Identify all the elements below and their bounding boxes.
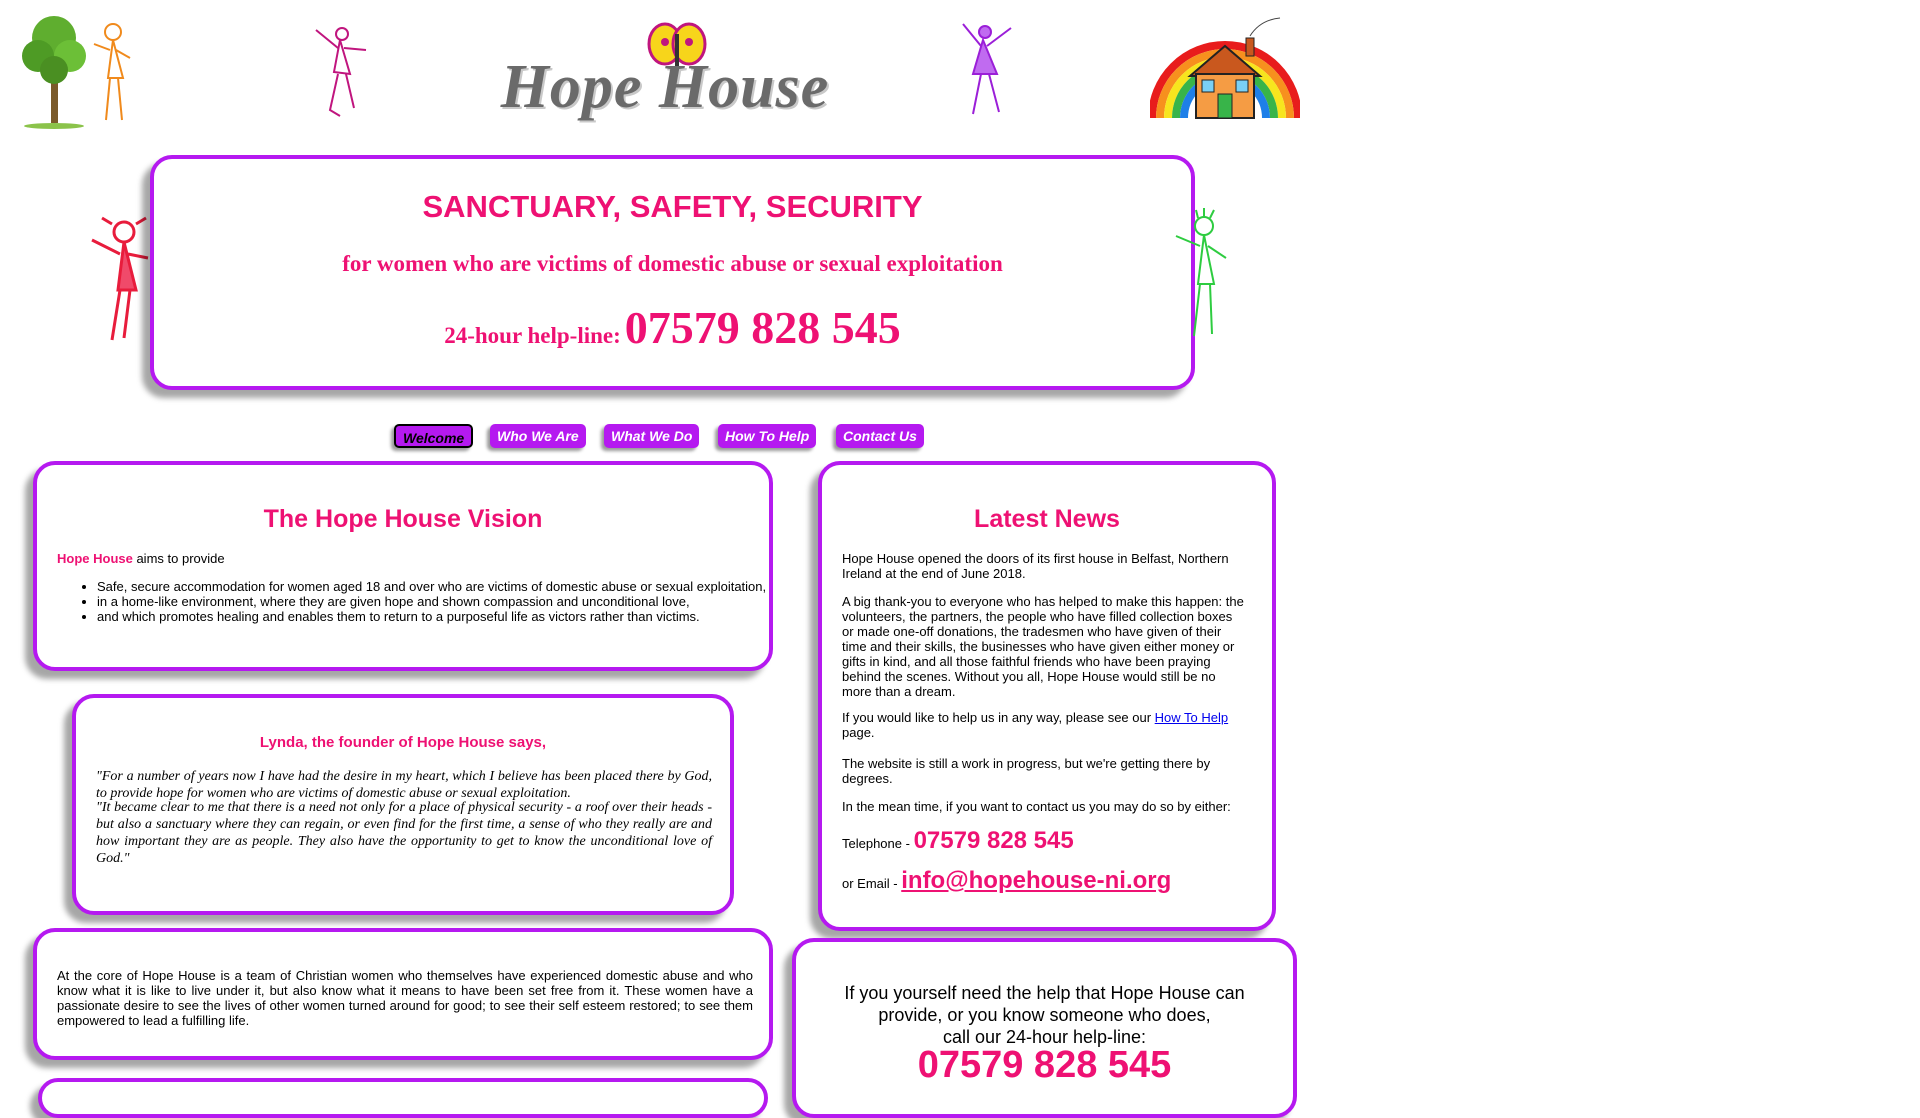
vision-bullet: • Safe, secure accommodation for women aged 18 and over who are victims of domestic abuse or sexual exploitation, (97, 579, 767, 594)
core-box (33, 928, 773, 1060)
founder-title: Lynda, the founder of Hope House says, (259, 734, 547, 751)
vision-lead-name: Hope House (57, 551, 133, 566)
news-p3-pre: If you would like to help us in any way, please see our (842, 710, 1155, 725)
girl-ponytail-icon (88, 210, 152, 345)
email-link[interactable]: info@hopehouse-ni.org (901, 867, 1172, 894)
banner-box (150, 155, 1195, 390)
founder-quote-1: "For a number of years now I have had the desire in my heart, which I believe has been placed there by God, to provide hope for women who are victims of domestic abuse or sexual exploitation. (96, 769, 712, 801)
helpline-number[interactable]: 07579 828 545 (624, 302, 901, 353)
help-line-1: If you yourself need the help that Hope House can (844, 983, 1245, 1003)
hope-house-logo[interactable] (500, 14, 830, 126)
vision-box (33, 461, 773, 671)
news-p3 (842, 710, 1247, 740)
core-text: At the core of Hope House is a team of Christian women who themselves have experienced domestic abuse and who know what it is like to live under it, but also know what it means to have been set free from it. These women have a passionate desire to see the lives of other women turned around for good; to see their self esteem restored; to see them empowered to lead a fulfilling life. (57, 968, 753, 1028)
vision-title: The Hope House Vision (263, 505, 543, 533)
nav-welcome[interactable]: Welcome (394, 424, 473, 448)
help-text (796, 982, 1293, 1048)
help-box (792, 938, 1297, 1118)
founder-quote-2: "It became clear to me that there is a need not only for a place of physical security - a roof over their heads - but also a sanctuary where they can regain, or even find for the first time, a sense of who they really are and how important they are as people. They also have the opportunity to get to know the unconditional love of God." (96, 800, 712, 866)
dancing-girl-purple-icon (955, 20, 1015, 120)
nav-contact-us[interactable]: Contact Us (836, 424, 924, 448)
vision-lead-text: aims to provide (132, 551, 225, 566)
vision-bullet: • in a home-like environment, where they are given hope and shown compassion and unconditional love, (97, 594, 767, 609)
help-number[interactable]: 07579 828 545 (917, 1044, 1172, 1086)
news-p4: The website is still a work in progress, but we're getting there by degrees. (842, 756, 1211, 786)
news-p1: Hope House opened the doors of its first house in Belfast, Northern Ireland at the end of June 2018. (842, 551, 1229, 581)
nav-how-to-help[interactable]: How To Help (718, 424, 816, 448)
how-to-help-link[interactable]: How To Help (1154, 710, 1229, 725)
news-p2: A big thank-you to everyone who has helped to make this happen: the volunteers, the partners, the people who have filled collection boxes or made one-off donations, the tradesmen who have given of their time and their skills, the businesses who have given either money or gifts in kind, and all those faithful friends who have been praying behind the scenes. Without you all, Hope House would still be no more than a dream. (842, 594, 1244, 699)
nav-who-we-are[interactable]: Who We Are (490, 424, 586, 448)
email-label: or Email - (842, 876, 902, 891)
help-line-2: provide, or you know someone who does, (878, 1005, 1211, 1025)
logo-text: Hope House (500, 53, 830, 121)
news-email (842, 867, 1171, 895)
tel-label: Telephone - (842, 836, 914, 851)
vision-lead (57, 551, 225, 566)
vision-list (57, 579, 767, 624)
next-box (38, 1078, 768, 1118)
tel-number[interactable]: 07579 828 545 (913, 827, 1074, 854)
helpline-label: 24-hour help-line: (444, 323, 621, 348)
help-line-3: call our 24-hour help-line: (942, 1027, 1147, 1047)
tree-girl-illustration (18, 8, 136, 130)
dancing-girl-icon (310, 20, 370, 120)
news-p3-post: page. (842, 725, 875, 740)
banner-helpline (154, 301, 1191, 354)
news-title: Latest News (974, 505, 1120, 533)
banner-subtitle: for women who are victims of domestic abuse or sexual exploitation (342, 251, 1003, 276)
founder-box (72, 694, 734, 915)
boy-green-icon (1170, 206, 1230, 341)
banner-title: SANCTUARY, SAFETY, SECURITY (422, 189, 923, 224)
news-telephone (842, 827, 1074, 855)
vision-bullet: • and which promotes healing and enables them to return to a purposeful life as victors rather than victims. (97, 609, 767, 624)
rainbow-house-icon (1150, 16, 1300, 120)
news-box (818, 461, 1276, 931)
news-p5: In the mean time, if you want to contact us you may do so by either: (842, 799, 1231, 814)
nav-what-we-do[interactable]: What We Do (604, 424, 699, 448)
